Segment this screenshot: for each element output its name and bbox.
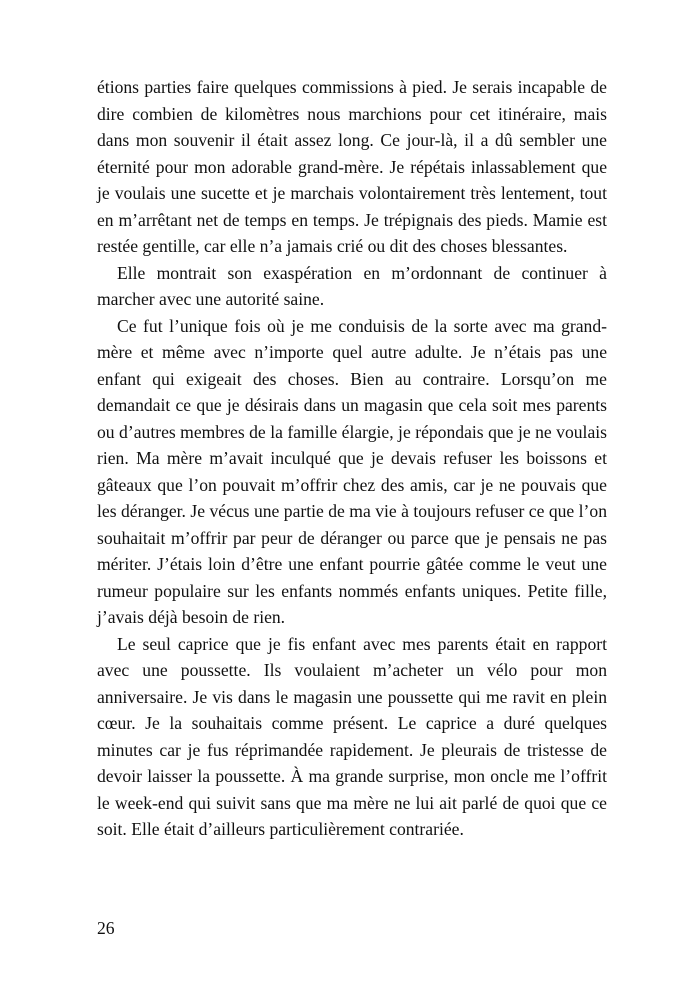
paragraph-continuation: étions parties faire quelques commissions à pied. Je serais incapable de dire combien de kilomètres nous marchions pour cet itinéraire, mais dans mon souvenir il était assez long. Ce jour-là, il a dû sembler une éternité pour mon adorable grand-mère. Je répétais inlassablement que je voulais une sucette et je marchais volontairement très lentement, tout en m’arrêtant net de temps en temps. Je trépignais des pieds. Mamie est restée gentille, car elle n’a jamais crié ou dit des choses blessantes. — [97, 77, 607, 256]
paragraph-unique-fois: Ce fut l’unique fois où je me conduisis de la sorte avec ma grand-mère et même avec n’importe quel autre adulte. Je n’étais pas une enfant qui exigeait des choses. Bien au contraire. Lorsqu’on me demandait ce que je désirais dans un magasin que cela soit mes parents ou d’autres membres de la famille élargie, je répondais que je ne voulais rien. Ma mère m’avait inculqué que je devais refuser les boissons et gâteaux que l’on pouvait m’offrir chez des amis, car je ne pouvais que les déranger. Je vécus une partie de ma vie à toujours refuser ce que l’on souhaitait m’offrir par peur de déranger ou parce que je pensais ne pas mériter. J’étais loin d’être une enfant pourrie gâtée comme le veut une rumeur populaire sur les enfants nommés enfants uniques. Petite fille, j’avais déjà besoin de rien. — [97, 315, 607, 627]
paragraph-exasperation: Elle montrait son exaspération en m’ordonnant de continuer à marcher avec une autorité saine. — [97, 262, 607, 309]
body-text — [97, 74, 607, 843]
paragraph-caprice: Le seul caprice que je fis enfant avec mes parents était en rapport avec une poussette. Ils voulaient m’acheter un vélo pour mon anniversaire. Je vis dans le magasin une poussette qui me ravit en plein cœur. Je la souhaitais comme présent. Le caprice a duré quelques minutes car je fus réprimandée rapidement. Je pleurais de tristesse de devoir laisser la poussette. À ma grande surprise, mon oncle me l’offrit le week-end qui suivit sans que ma mère ne lui ait parlé de quoi que ce soit. Elle était d’ailleurs particulièrement contrariée. — [97, 633, 607, 839]
page-number: 26 — [97, 918, 115, 938]
